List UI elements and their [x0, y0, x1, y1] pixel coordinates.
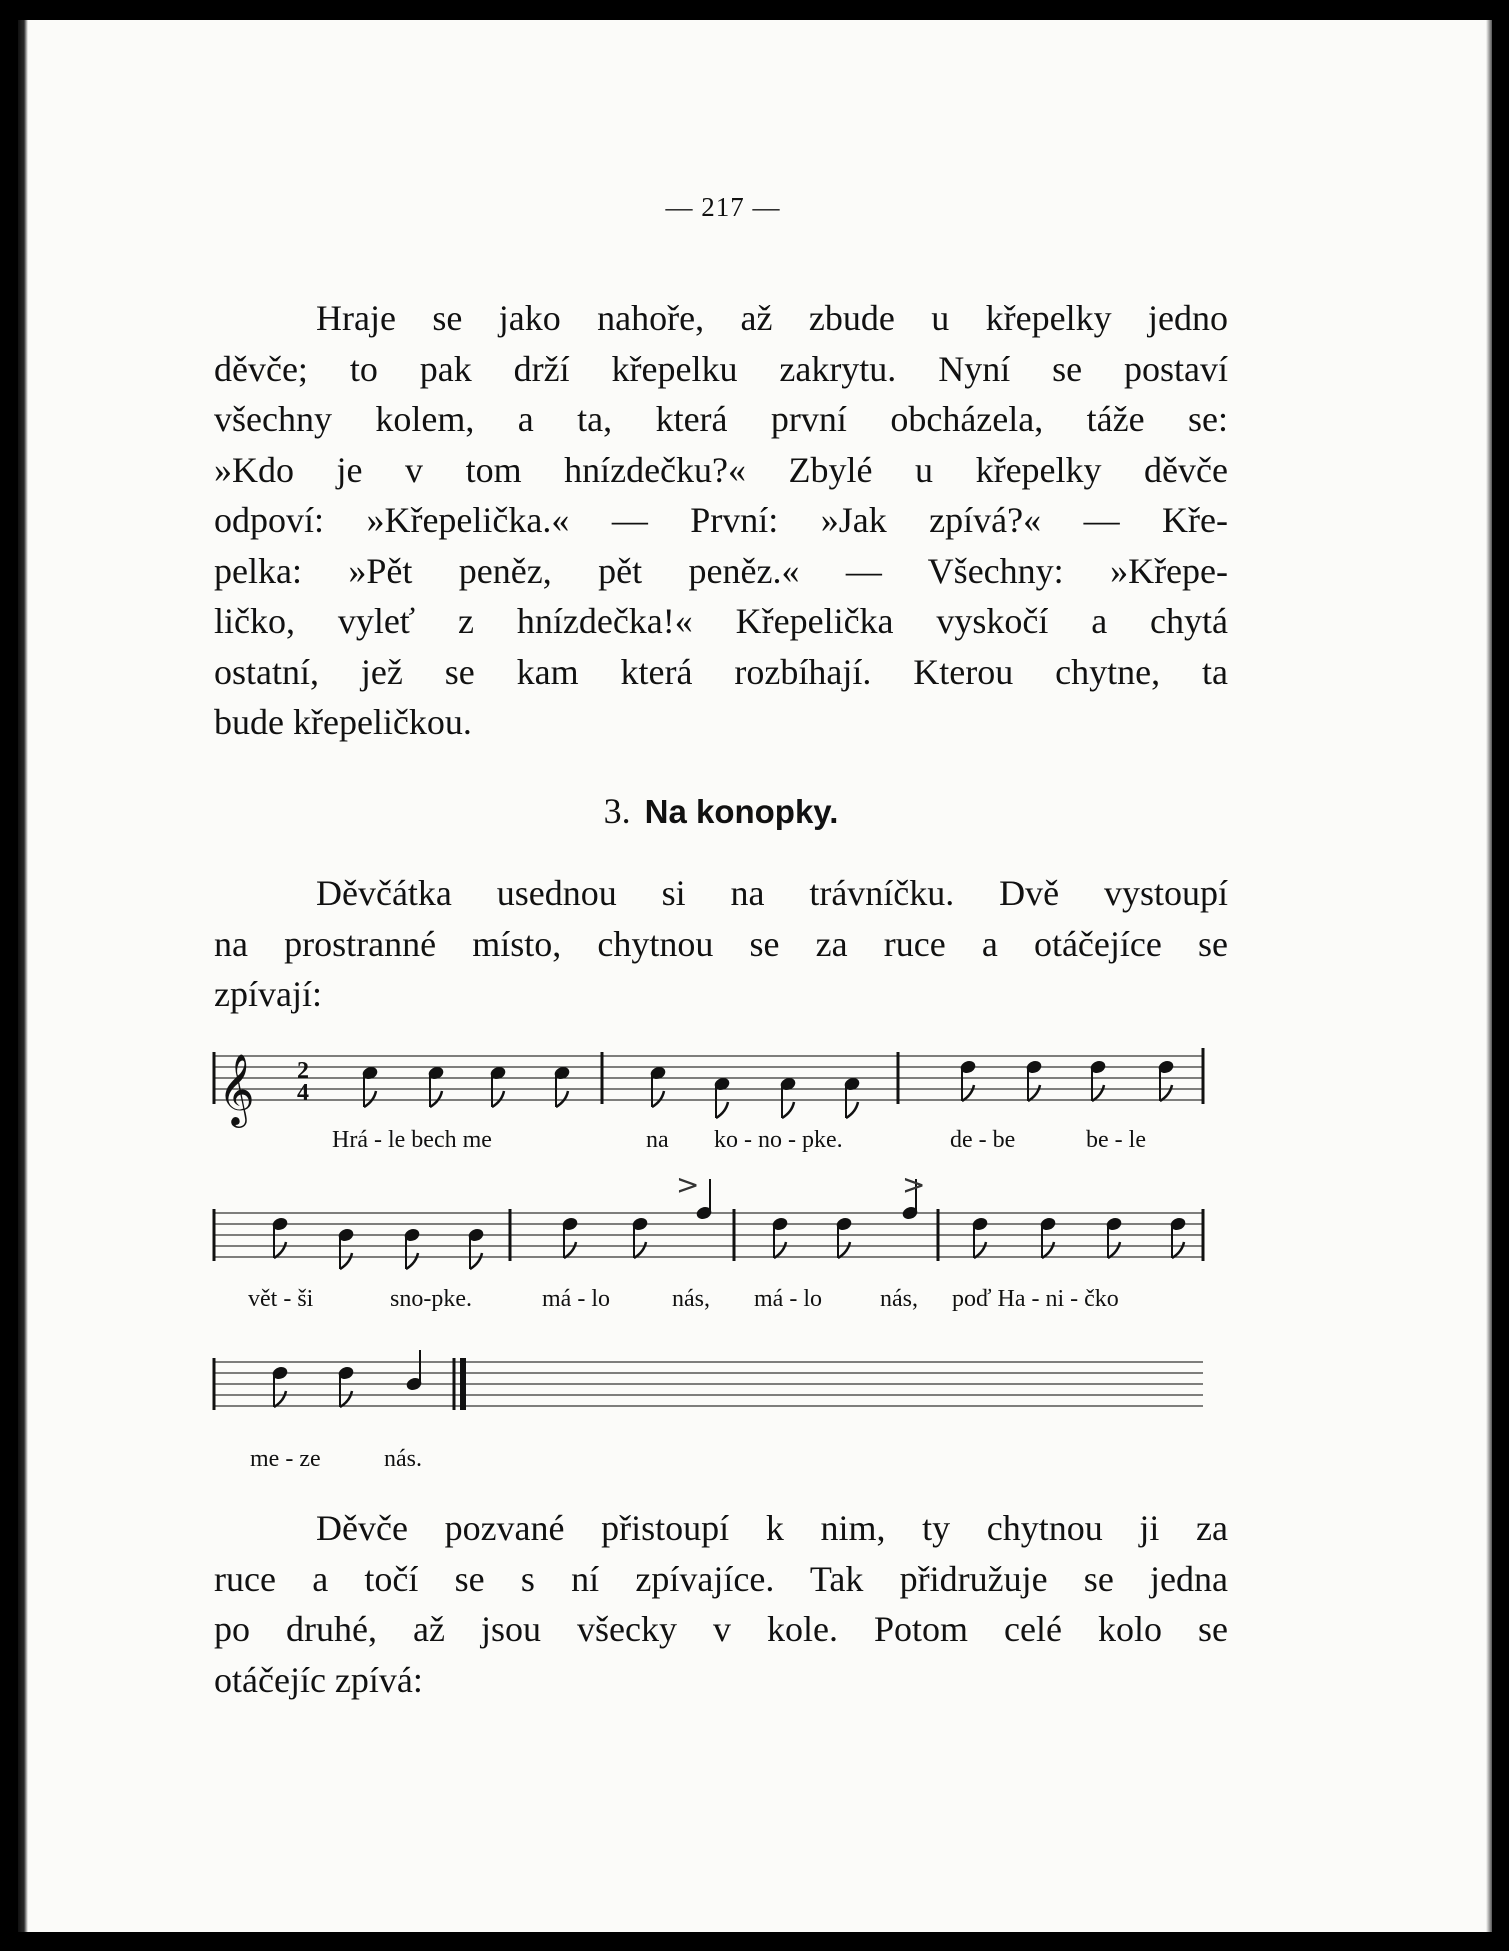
note-flag	[634, 1242, 646, 1258]
treble-clef-icon: 𝄞	[218, 1052, 255, 1125]
text-line: bude křepeličkou.	[214, 702, 472, 742]
text-line: ostatní, jež se kam která rozbíhají. Kterou chytne, ta	[214, 651, 1228, 692]
note-flag	[846, 1102, 858, 1118]
note-flag	[1042, 1242, 1054, 1258]
lyric: ko - no - pke.	[714, 1127, 843, 1153]
note-flag	[492, 1091, 504, 1107]
note-flag	[274, 1242, 286, 1258]
text-line: »Kdo je v tom hnízdečku?« Zbylé u křepelky děvče	[214, 449, 1228, 490]
lyrics-line-2	[248, 1286, 1119, 1312]
staff-lines	[214, 1056, 1203, 1406]
lyric: poď Ha - ni - čko	[952, 1286, 1119, 1312]
lyric: be - le	[1086, 1127, 1146, 1153]
page-number: — 217 —	[665, 192, 781, 222]
note-flag	[430, 1091, 442, 1107]
paragraph-3	[214, 1503, 1228, 1705]
text-line: pelka: »Pět peněz, pět peněz.« — Všechny: »Křepe-	[214, 550, 1228, 591]
note-flag	[1160, 1085, 1172, 1101]
lyric: nás,	[672, 1286, 710, 1312]
note-flag	[1108, 1242, 1120, 1258]
note-flag	[652, 1091, 664, 1107]
lyric: nás,	[880, 1286, 918, 1312]
section-number: 3.	[603, 791, 631, 831]
note-flag	[838, 1242, 850, 1258]
note-flag	[556, 1091, 568, 1107]
text-line: Děvče pozvané přistoupí k nim, ty chytnou ji za	[316, 1508, 1228, 1548]
note-flag	[274, 1391, 286, 1407]
note-flag	[962, 1085, 974, 1101]
text-line: otáčejíc zpívá:	[214, 1659, 423, 1700]
section-title: Na konopky.	[644, 793, 839, 830]
text-line: všechny kolem, a ta, která první obcházela, táže se:	[214, 399, 1228, 439]
note-flag	[340, 1253, 352, 1269]
accent-mark: >	[902, 1168, 926, 1201]
text-line: na prostranné místo, chytnou se za ruce a otáčejíce se	[214, 923, 1228, 964]
note-flag	[1028, 1085, 1040, 1101]
barlines	[214, 1048, 1203, 1410]
note-flag	[564, 1242, 576, 1258]
lyric: Hrá - le bech me	[332, 1127, 492, 1153]
note-flag	[1172, 1242, 1184, 1258]
lyric: sno-pke.	[390, 1286, 472, 1312]
note-flag	[364, 1091, 376, 1107]
lyric: má - lo	[542, 1286, 610, 1312]
lyric: vět - ši	[248, 1286, 314, 1312]
text-line: po druhé, až jsou všecky v kole. Potom celé kolo se	[214, 1609, 1228, 1649]
text-line: ruce a točí se s ní zpívajíce. Tak přidružuje se jedna	[214, 1558, 1228, 1599]
lyric: me - ze	[250, 1446, 321, 1472]
lyrics-line-3	[250, 1446, 422, 1472]
note-flag	[470, 1253, 482, 1269]
lyric: má - lo	[754, 1286, 822, 1312]
text-line: Děvčátka usednou si na trávníčku. Dvě vystoupí	[316, 873, 1228, 913]
notes	[272, 1060, 1187, 1407]
text-line: Hraje se jako nahoře, až zbude u křepelky jedno	[316, 298, 1228, 338]
note-flag	[782, 1102, 794, 1118]
book-page	[18, 20, 1492, 1932]
lyric: nás.	[384, 1446, 422, 1472]
note-flag	[406, 1253, 418, 1269]
accent-mark: >	[676, 1168, 700, 1201]
note-flag	[1092, 1085, 1104, 1101]
note-flag	[974, 1242, 986, 1258]
lyrics-line-1	[332, 1127, 1146, 1153]
time-signature-bottom: 4	[297, 1080, 309, 1106]
text-line: ličko, vyleť z hnízdečka!« Křepelička vyskočí a chytá	[214, 601, 1228, 641]
note-flag	[716, 1102, 728, 1118]
lyric: na	[646, 1127, 669, 1153]
note-flag	[340, 1391, 352, 1407]
time-signature-top: 2	[297, 1058, 309, 1084]
lyric: de - be	[950, 1127, 1016, 1153]
text-line: děvče; to pak drží křepelku zakrytu. Nyní se postaví	[214, 348, 1228, 389]
text-line: zpívají:	[214, 974, 322, 1014]
note-flag	[774, 1242, 786, 1258]
text-line: odpoví: »Křepelička.« — První: »Jak zpívá?« — Kře-	[214, 500, 1228, 540]
